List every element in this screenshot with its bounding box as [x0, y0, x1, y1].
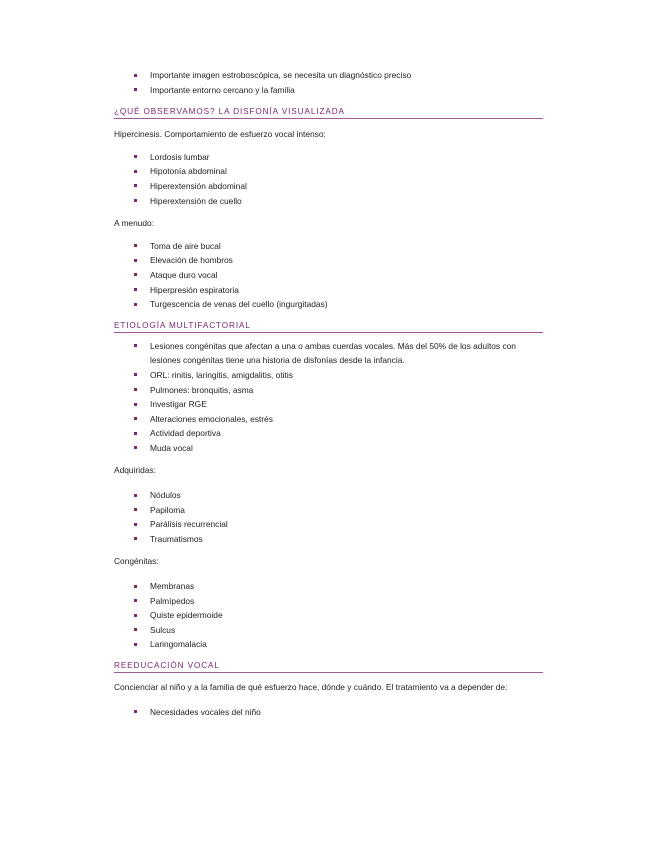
- paragraph-concienciar: Concienciar al niño y a la familia de qué esfuerzo hace, dónde y cuándo. El tratamiento va a depender de:: [114, 682, 508, 692]
- list-item: Papiloma: [114, 503, 544, 518]
- list-item: Lesiones congénitas que afectan a una o ambas cuerdas vocales. Más del 50% de los adultos con lesiones congénitas tiene una historia de disfonías desde la infancia.: [114, 339, 544, 368]
- list-item: Hipotonía abdominal: [114, 164, 544, 179]
- list-item: ORL: rinitis, laringitis, amigdalitis, otitis: [114, 368, 544, 383]
- list-item: Palmípedos: [114, 594, 544, 609]
- list-item: Muda vocal: [114, 441, 544, 456]
- list-item: Lordosis lumbar: [114, 150, 544, 165]
- paragraph-hipercinesis: Hipercinesis. Comportamiento de esfuerzo vocal intenso:: [114, 129, 326, 140]
- document-page: [114, 68, 544, 719]
- list-item: Hiperextensión abdominal: [114, 179, 544, 194]
- list-item: Quiste epidermoide: [114, 608, 544, 623]
- list-adquiridas: [114, 488, 544, 546]
- section-heading-observamos: ¿QUÉ OBSERVAMOS? LA DISFONÍA VISUALIZADA: [114, 107, 543, 119]
- list-item: Hiperpresión espiratoria: [114, 283, 544, 298]
- list-item: Importante imagen estroboscópica, se necesita un diagnóstico preciso: [114, 68, 544, 83]
- paragraph-a-menudo: A menudo:: [114, 218, 155, 229]
- section-heading-reeducacion: REEDUCACIÓN VOCAL: [114, 661, 543, 673]
- list-reeducacion: [114, 705, 544, 720]
- list-etiologia: [114, 339, 544, 456]
- list-congenitas: [114, 579, 544, 652]
- list-item: Investigar RGE: [114, 397, 544, 412]
- intro-list: [114, 68, 544, 97]
- list-item: Sulcus: [114, 623, 544, 638]
- list-item: Traumatismos: [114, 532, 544, 547]
- list-item: Membranas: [114, 579, 544, 594]
- paragraph-congenitas: Congénitas:: [114, 556, 159, 567]
- list-item: Elevación de hombros: [114, 253, 544, 268]
- list-item: Parálisis recurrencial: [114, 517, 544, 532]
- list-item: Toma de aire bucal: [114, 239, 544, 254]
- list-item: Pulmones: bronquitis, asma: [114, 383, 544, 398]
- section-heading-etiologia: ETIOLOGÍA MULTIFACTORIAL: [114, 321, 543, 333]
- list-hipercinesis: [114, 150, 544, 208]
- list-item: Laringomalacia: [114, 637, 544, 652]
- list-item: Importante entorno cercano y la familia: [114, 83, 544, 98]
- list-item: Alteraciones emocionales, estrés: [114, 412, 544, 427]
- list-item: Turgescencia de venas del cuello (ingurgitadas): [114, 297, 544, 312]
- list-item: Necesidades vocales del niño: [114, 705, 544, 720]
- paragraph-adquiridas: Adquiridas:: [114, 465, 156, 476]
- list-item: Ataque duro vocal: [114, 268, 544, 283]
- list-a-menudo: [114, 239, 544, 312]
- list-item: Hiperextensión de cuello: [114, 194, 544, 209]
- list-item: Nódulos: [114, 488, 544, 503]
- list-item: Actividad deportiva: [114, 426, 544, 441]
